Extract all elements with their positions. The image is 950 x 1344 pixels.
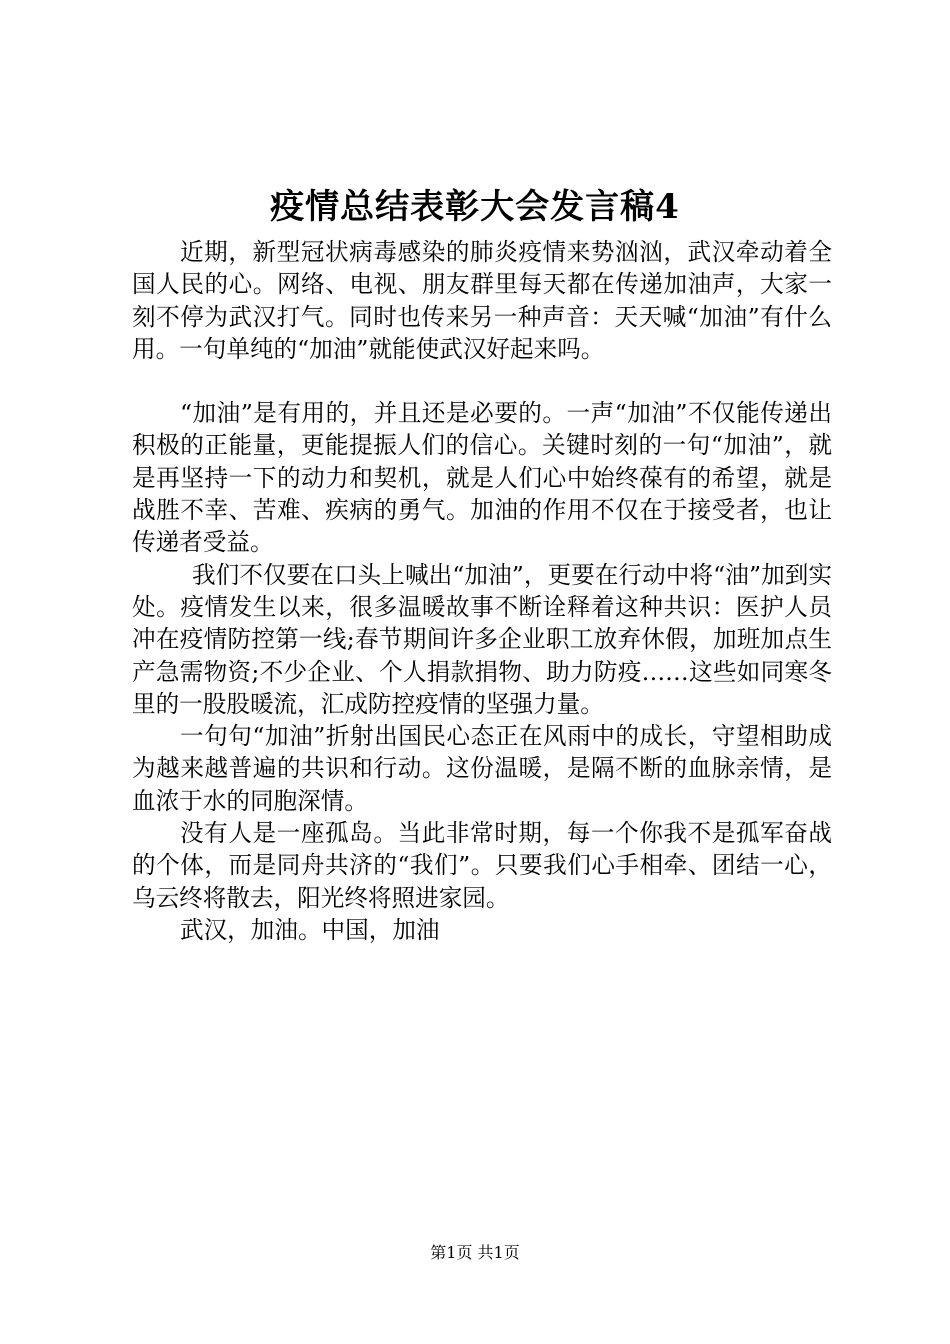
page-number-footer: 第1页 共1页	[430, 1243, 520, 1262]
paragraph-6: 武汉，加油。中国，加油	[180, 915, 440, 944]
document-body	[132, 236, 832, 946]
paragraph-1: 近期，新型冠状病毒感染的肺炎疫情来势汹汹，武汉牵动着全国人民的心。网络、电视、朋友群里每天都在传递加油声，大家一刻不停为武汉打气。同时也传来另一种声音：天天喊“加油”有什么用。一句单纯的“加油”就能使武汉好起来吗。	[132, 238, 832, 363]
document-title: 疫情总结表彰大会发言稿4	[270, 187, 680, 227]
paragraph-3: 我们不仅要在口头上喊出“加油”，更要在行动中将“油”加到实处。疫情发生以来，很多温暖故事不断诠释着这种共识：医护人员冲在疫情防控第一线;春节期间许多企业职工放弃休假，加班加点生产急需物资;不少企业、个人捐款捐物、助力防疫……这些如同寒冬里的一股股暖流，汇成防控疫情的坚强力量。	[132, 560, 832, 718]
paragraph-2: “加油”是有用的，并且还是必要的。一声“加油”不仅能传递出积极的正能量，更能提振人们的信心。关键时刻的一句“加油”，就是再坚持一下的动力和契机，就是人们心中始终葆有的希望，就是战胜不幸、苦难、疾病的勇气。加油的作用不仅在于接受者，也让传递者受益。	[132, 399, 832, 557]
paragraph-5: 没有人是一座孤岛。当此非常时期，每一个你我不是孤军奋战的个体，而是同舟共济的“我们”。只要我们心手相牵、团结一心，乌云终将散去，阳光终将照进家园。	[132, 819, 832, 912]
paragraph-4: 一句句“加油”折射出国民心态正在风雨中的成长，守望相助成为越来越普遍的共识和行动。这份温暖，是隔不断的血脉亲情，是血浓于水的同胞深情。	[132, 722, 832, 815]
